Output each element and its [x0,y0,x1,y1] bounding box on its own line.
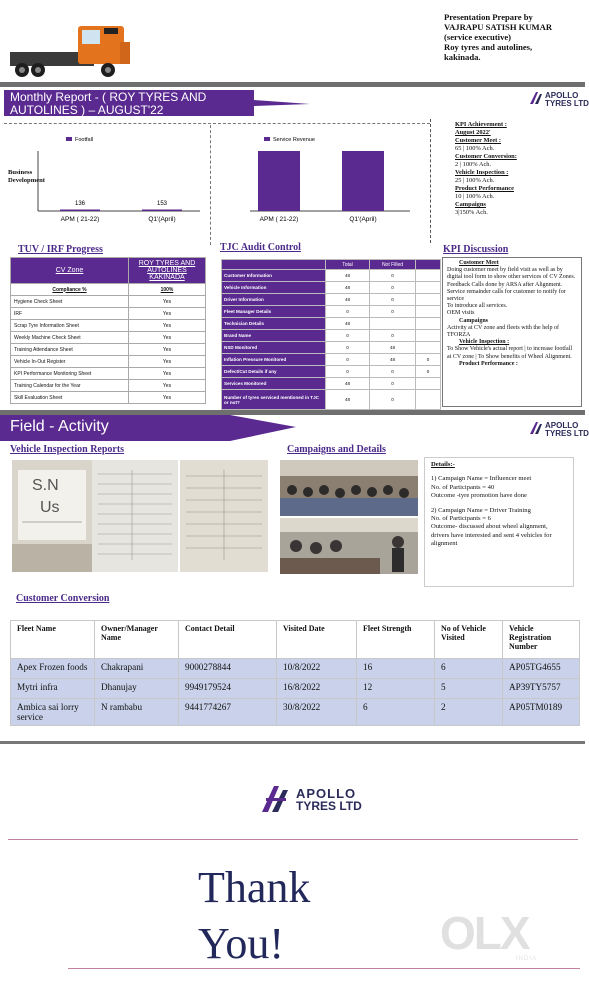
table-header: Visited Date [277,621,357,659]
conversion-title: Customer Conversion [16,593,110,604]
table-cell: Yes [129,296,206,308]
slide-title: Monthly Report - ( ROY TYRES AND AUTOLINES ) – AUGUST'22 [10,90,207,117]
table-cell: Yes [129,320,206,332]
monthly-report-slide [0,87,589,410]
thank-you-line-1: Thank [198,863,311,912]
table-header [222,260,326,270]
table-cell: IRF [11,308,129,320]
table-row [222,294,441,306]
table-cell: Skill Evaluation Sheet [11,392,129,404]
table-cell: 48 [326,390,370,410]
table-cell: 9441774267 [179,699,277,726]
table-cell: Training Calendar for the Year [11,380,129,392]
table-cell: 48 [326,294,370,306]
table-cell [416,330,441,342]
table-cell: Vehicle In-Out Register [11,356,129,368]
table-cell: 0 [370,330,416,342]
table-cell: 48 [370,354,416,366]
table-cell: Mytri infra [11,679,95,699]
table-row [11,659,580,679]
table-cell: Brand Name [222,330,326,342]
table-cell: 5 [435,679,503,699]
title-slide-fragment [0,0,585,82]
table-cell: 6 [357,699,435,726]
kpi-line: 25 | 100% Ach. [455,177,495,184]
table-cell: Dhanujay [95,679,179,699]
table-cell: Hygiene Check Sheet [11,296,129,308]
service-revenue-chart [230,127,420,243]
table-row [222,378,441,390]
kpi-lines [431,119,585,217]
thank-you-line-2: You! [198,919,285,968]
table-cell: 16 [357,659,435,679]
kpi-line: Campaigns [455,201,486,208]
table-cell: Chakrapani [95,659,179,679]
legend-swatch [264,137,270,141]
table-cell: Yes [129,368,206,380]
table-header: CV Zone [11,258,129,284]
table-cell [416,390,441,410]
table-row [11,320,206,332]
tuv-title: TUV / IRF Progress [18,244,103,255]
table-row [11,679,580,699]
kpi-line: 2 | 100% Ach. [455,161,492,168]
table-cell: N rambabu [95,699,179,726]
table-cell: Technician Details [222,318,326,330]
table-row [11,296,206,308]
table-row [11,344,206,356]
logo-text: APOLLO [545,421,579,430]
table-cell: AP05TG4655 [503,659,580,679]
data-label: 136 [74,201,86,207]
discussion-line: To Show Vehicle's actual report | to increase footfall at CV zone | To Show benefits of Wheel Alignment. [447,346,573,360]
table-row [222,270,441,282]
table-cell: Yes [129,308,206,320]
campaign-details-panel [424,457,574,587]
apollo-mark-icon [530,92,544,104]
table-row [11,699,580,726]
tjc-title: TJC Audit Control [220,242,301,253]
table-cell: AP39TY5757 [503,679,580,699]
tuv-irf-table [10,257,206,404]
table-cell: 100% [129,284,206,296]
table-header: Fleet Strength [357,621,435,659]
table-cell: Services Monitored [222,378,326,390]
thank-you-slide [0,744,585,1000]
vir-title: Vehicle Inspection Reports [10,444,125,455]
kpi-line: 65 | 100% Ach. [455,145,495,152]
table-cell: Yes [129,392,206,404]
table-header: Contact Detail [179,621,277,659]
details-line: 2) Campaign Name = Driver Training [431,506,531,514]
table-row [11,284,206,296]
bar-q1 [342,151,384,211]
table-cell: 48 [326,270,370,282]
bar-1 [142,210,182,212]
table-cell: 0 [416,366,441,378]
presenter-line: kakinada. [444,52,481,62]
table-cell: Vehicle Information [222,282,326,294]
table-cell: 48 [370,342,416,354]
kpi-discussion-title: KPI Discussion [443,244,509,255]
table-cell: 48 [326,282,370,294]
table-row [222,366,441,378]
discussion-line: Activity at CV zone and fleets with the help of TFORZA [447,324,560,339]
presenter-info [444,12,584,62]
details-line: Details:- [431,461,455,468]
table-cell: 48 [326,378,370,390]
discussion-line: Service remainder calls for customer to notify for service [447,288,566,303]
kpi-line: Vehicle Inspection : [455,169,509,176]
table-cell: 9000278844 [179,659,277,679]
kpi-discussion-panel [442,257,582,407]
table-cell: 0 [326,330,370,342]
legend-label: Footfall [75,137,94,143]
table-cell: Yes [129,332,206,344]
logo-text: TYRES LTD [545,429,589,438]
legend-label: Service Revenue [273,137,315,143]
table-row [222,390,441,410]
bar-apm [258,151,300,211]
table-cell: 0 [370,270,416,282]
watermark-sub: INDIA [516,956,538,962]
presenter-line: (service executive) [444,32,512,42]
svg-text:Us: Us [40,499,60,516]
details-line: No. of Participants = 6 [431,515,491,523]
table-cell [416,378,441,390]
table-cell: 0 [416,354,441,366]
table-cell [416,270,441,282]
table-cell [416,318,441,330]
kpi-discussion-lines [447,260,577,368]
top-rule [8,839,578,840]
presenter-line: Roy tyres and autolines, [444,42,533,52]
table-cell: 30/8/2022 [277,699,357,726]
table-row [222,318,441,330]
table-cell: 16/8/2022 [277,679,357,699]
table-cell [416,282,441,294]
table-cell: 0 [326,306,370,318]
field-activity-slide [0,415,589,741]
customer-conversion-table [10,620,580,726]
logo-text: APOLLO [296,786,357,801]
table-cell: Customer Information [222,270,326,282]
table-cell: Scrap Tyre Information Sheet [11,320,129,332]
inspection-photo [92,460,178,572]
tick-label: Q1'(April) [349,216,377,223]
kpi-line: August 2022' [455,129,491,136]
campaigns-title: Campaigns and Details [287,444,386,455]
discussion-line: OEM visits [447,310,475,317]
details-line: Outcome- discussed about wheel alignment, drivers have interested and sent 4 vehicles for alignment [431,523,552,548]
table-cell: 0 [370,366,416,378]
table-row [11,368,206,380]
table-cell: 12 [357,679,435,699]
tick-label: Q1'(April) [148,216,176,223]
table-cell: Yes [129,344,206,356]
kpi-line: KPI Achievement : [455,121,507,128]
table-cell: 0 [326,366,370,378]
table-cell: 0 [326,354,370,366]
bar-group [60,201,182,223]
campaign-photo-influencer-meet [280,460,418,516]
table-row [11,308,206,320]
table-cell: 0 [370,306,416,318]
table-cell [416,306,441,318]
table-row [11,332,206,344]
table-cell: Training Attendance Sheet [11,344,129,356]
olx-watermark [440,907,550,966]
table-header: Total [326,260,370,270]
table-row [11,392,206,404]
details-line: Outcome -tyre promotion have done [431,492,527,500]
table-header: ROY TYRES AND AUTOLINES KAKINADA [129,258,206,284]
table-cell [416,294,441,306]
campaign-photo-driver-training [280,518,418,574]
apollo-mark-icon [530,422,544,434]
table-cell: 10/8/2022 [277,659,357,679]
table-cell: 0 [370,294,416,306]
slide-title: Field - Activity [10,418,109,435]
apollo-mark-icon [262,786,294,812]
bottom-rule [68,968,580,969]
table-cell: 48 [326,318,370,330]
tick-label: APM ( 21-22) [259,216,299,223]
bar-0 [60,210,100,212]
legend-swatch [66,137,72,141]
table-header: Vehicle Registration Number [503,621,580,659]
table-cell: Yes [129,380,206,392]
kpi-line: 3|150% Ach. [455,209,488,216]
svg-text:S.N: S.N [32,477,59,494]
table-cell: 0 [370,378,416,390]
table-cell: Ambica sai lorry service [11,699,95,726]
table-cell: 6 [435,659,503,679]
table-cell: 9949179524 [179,679,277,699]
discussion-line: Campaigns [459,317,489,324]
presenter-line: Presentation Prepare by [444,12,533,22]
table-row [11,380,206,392]
table-header: Owner/Manager Name [95,621,179,659]
kpi-achievement-panel [430,119,585,243]
table-header: Fleet Name [11,621,95,659]
table-cell: NSD Monitored [222,342,326,354]
tjc-audit-table [221,259,441,410]
table-row [11,356,206,368]
chart-divider [210,125,211,245]
kpi-line: Customer Conversion: [455,153,517,160]
discussion-line: Vehicle Inspection : [459,339,510,346]
table-cell [416,342,441,354]
table-cell: KPI Performance Monitoring Sheet [11,368,129,380]
table-header [416,260,441,270]
table-row [222,342,441,354]
tick-label: APM ( 21-22) [60,216,100,223]
kpi-line: Customer Meet : [455,137,502,144]
inspection-photo [12,460,92,572]
table-cell: Apex Frozen foods [11,659,95,679]
logo-text: TYRES LTD [296,799,362,813]
data-label: 153 [156,201,168,207]
details-line: 1) Campaign Name = Influencer meet [431,475,532,483]
discussion-line: To introduce all services. [447,303,508,310]
logo-text: TYRES LTD [545,99,589,108]
details-lines [431,461,567,549]
table-cell: 0 [326,342,370,354]
table-row [222,354,441,366]
table-cell: Defect/Cut Details if any [222,366,326,378]
table-row [222,330,441,342]
table-header: No of Vehicle Visited [435,621,503,659]
table-cell: 0 [370,390,416,410]
discussion-line: Feedback Calls done by ARSA after Alignment. [447,281,563,288]
table-header: Not Filled [370,260,416,270]
apollo-logo [262,786,392,816]
discussion-line: Doing customer meet by field visit as well as by digital tool form to show other services of CV Zones. [447,267,576,281]
details-line: No. of Participants = 40 [431,483,495,491]
table-cell: 0 [370,282,416,294]
truck-illustration [8,22,134,82]
logo-text: APOLLO [545,91,579,100]
table-cell: Number of tyres serviced mentioned in TJC or not? [222,390,326,410]
table-cell [370,318,416,330]
table-row [222,282,441,294]
kpi-line: Product Performance [455,185,514,192]
presenter-line: VAJRAPU SATISH KUMAR [444,22,553,32]
table-cell: AP05TM0189 [503,699,580,726]
table-cell: Driver Information [222,294,326,306]
footfall-chart [30,127,210,243]
inspection-photo [180,460,268,572]
watermark-text: OLX [440,907,529,959]
table-cell: Inflation Pressure Monitored [222,354,326,366]
table-cell: Weekly Machine Check Sheet [11,332,129,344]
table-cell: Compliance % [11,284,129,296]
table-row [222,306,441,318]
table-cell: Yes [129,356,206,368]
kpi-line: 10 | 100% Ach. [455,193,495,200]
discussion-line: Customer Meet [459,260,499,266]
chart-side-label: Business Development [8,169,45,184]
discussion-line: Product Performance : [459,360,518,367]
table-cell: 2 [435,699,503,726]
table-cell: Fleet Manager Details [222,306,326,318]
